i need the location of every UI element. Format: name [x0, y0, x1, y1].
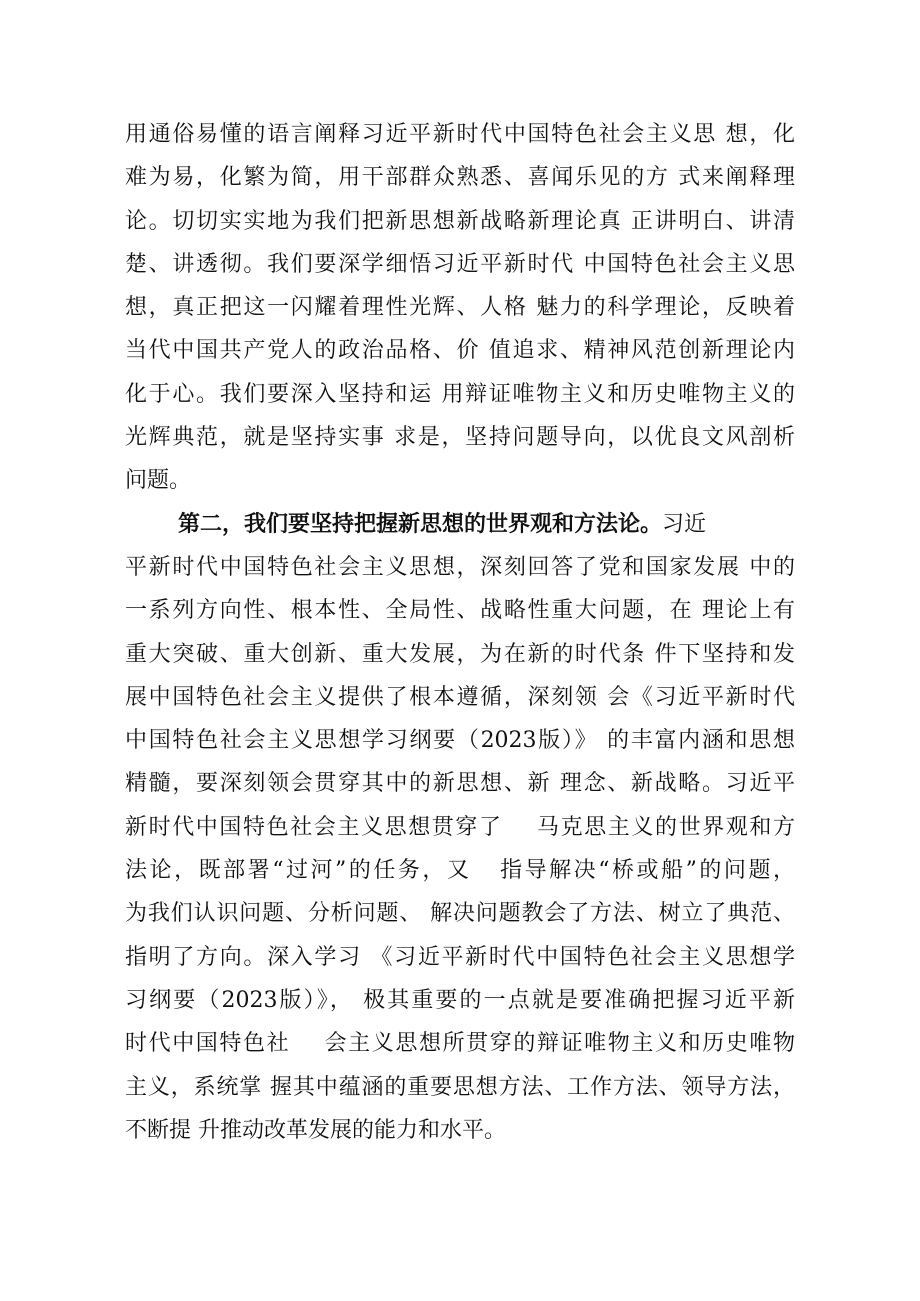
heading-tail: 习近	[662, 511, 707, 537]
text-line: 主义，系统掌 握其中蕴涵的重要思想方法、工作方法、领导方法，	[125, 1074, 795, 1100]
paragraph-2	[125, 503, 795, 1152]
text-line: 一系列方向性、根本性、全局性、战略性重大问题，在 理论上有	[125, 598, 795, 624]
text-line: 想，真正把这一闪耀着理性光辉、人格 魅力的科学理论，反映着	[125, 295, 795, 321]
text-line: 楚、讲透彻。我们要深学细悟习近平新时代 中国特色社会主义思	[125, 251, 795, 277]
text-line: 用通俗易懂的语言阐释习近平新时代中国特色社会主义思 想，化	[125, 122, 795, 147]
text-line: 时代中国特色社 会主义思想所贯穿的辩证唯物主义和历史唯物	[125, 1031, 795, 1057]
document-page	[125, 113, 795, 1152]
text-line: 重大突破、重大创新、重大发展，为在新的时代条 件下坚持和发	[125, 641, 795, 667]
text-line: 指明了方向。深入学习 《习近平新时代中国特色社会主义思想学	[125, 944, 795, 970]
text-line: 法论，既部署“过河”的任务，又 指导解决“桥或船”的问题，	[125, 858, 795, 884]
text-line: 难为易，化繁为简，用干部群众熟悉、喜闻乐见的方 式来阐释理	[125, 165, 795, 191]
text-line: 不断提 升推动改革发展的能力和水平。	[125, 1117, 506, 1143]
text-line: 光辉典范，就是坚持实事 求是，坚持问题导向，以优良文风剖析	[125, 425, 795, 451]
text-line: 中国特色社会主义思想学习纲要（2023版）》 的丰富内涵和思想	[125, 728, 795, 754]
text-line: 平新时代中国特色社会主义思想，深刻回答了党和国家发展 中的	[125, 554, 795, 580]
text-line: 展中国特色社会主义提供了根本遵循，深刻领 会《习近平新时代	[125, 684, 795, 710]
paragraph-1	[125, 113, 795, 503]
section-heading: 第二，我们要坚持把握新思想的世界观和方法论。	[178, 511, 663, 537]
text-line: 新时代中国特色社会主义思想贯穿了 马克思主义的世界观和方	[125, 814, 795, 840]
heading-line	[125, 503, 795, 546]
text-line: 精髓，要深刻领会贯穿其中的新思想、新 理念、新战略。习近平	[125, 771, 795, 797]
text-line: 问题。	[125, 468, 192, 494]
text-line: 化于心。我们要深入坚持和运 用辩证唯物主义和历史唯物主义的	[125, 381, 795, 407]
text-line: 习纲要（2023版）》， 极其重要的一点就是要准确把握习近平新	[125, 987, 795, 1013]
text-line: 论。切切实实地为我们把新思想新战略新理论真 正讲明白、讲清	[125, 208, 795, 234]
text-line: 为我们认识问题、分析问题、 解决问题教会了方法、树立了典范、	[125, 901, 795, 927]
text-line: 当代中国共产党人的政治品格、价 值追求、精神风范创新理论内	[125, 338, 795, 364]
